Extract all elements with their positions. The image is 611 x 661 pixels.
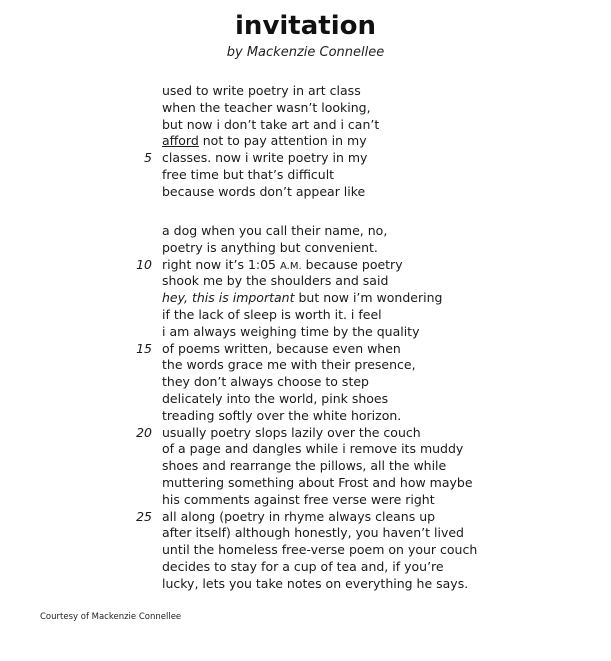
poem-line [0,290,611,307]
line-text [162,133,367,150]
line-segment: used to write poetry in art class [162,83,361,98]
line-segment: shoes and rearrange the pillows, all the while [162,458,447,474]
line-text [162,408,401,425]
line-number: 20 [136,424,152,440]
poem-line [0,391,611,408]
line-segment: but now i don’t take art and i can’t [162,116,380,132]
line-number: 25 [136,508,152,524]
poem-line [0,133,611,150]
poem-line [0,223,611,240]
line-segment: when the teacher wasn’t looking, [162,99,371,115]
poem-line [0,117,611,134]
line-text [162,273,388,290]
poem-line [0,307,611,324]
line-segment: A.M. [280,260,302,272]
poem-line [0,509,611,526]
poem-line [0,357,611,374]
line-segment: shook me by the shoulders and said [162,273,389,289]
line-text [162,290,442,307]
line-segment: his comments against free verse were right [162,491,435,507]
line-text [162,475,473,492]
line-segment: classes. now i write poetry in my [162,150,368,166]
line-text [162,425,421,442]
line-text [162,542,477,559]
line-segment: right now it’s 1:05 [162,256,280,272]
line-text [162,441,463,458]
line-text [162,559,444,576]
line-segment: free time but that’s difficult [162,166,335,182]
poem-line [0,576,611,593]
line-text [162,83,361,100]
line-segment: because poetry [301,256,403,272]
line-text [162,357,416,374]
line-text [162,100,371,117]
line-text [162,184,365,201]
line-segment: not to pay attention in my [198,133,367,149]
stanza-1 [0,83,611,201]
line-text [162,341,401,358]
line-text [162,576,468,593]
poem-line [0,324,611,341]
line-segment: decides to stay for a cup of tea and, if you’re [162,558,444,574]
poem-line [0,441,611,458]
line-text [162,391,388,408]
line-segment: the words grace me with their presence, [162,357,416,373]
poem-line [0,184,611,201]
line-segment: of a page and dangles while i remove its muddy [162,441,464,457]
line-segment: treading softly over the white horizon. [162,407,402,423]
line-segment: i am always weighing time by the quality [162,323,420,339]
line-segment: they don’t always choose to step [162,374,369,390]
credit-line: Courtesy of Mackenzie Connellee [40,612,182,622]
poem-line [0,492,611,509]
line-segment: hey, this is important [162,290,295,306]
line-segment: all along (poetry in rhyme always cleans up [162,508,436,524]
line-segment: after itself) although honestly, you haven’t lived [162,525,464,541]
line-segment: until the homeless free-verse poem on your couch [162,542,478,558]
poem-line [0,257,611,274]
line-segment: afford [162,133,199,149]
line-number: 5 [144,150,152,166]
poem-line [0,408,611,425]
line-text [162,509,435,526]
line-text [162,324,419,341]
line-segment: but now i’m wondering [294,290,443,306]
line-segment: poetry is anything but convenient. [162,239,378,255]
line-number: 15 [136,340,152,356]
line-segment: a dog when you call their name, no, [162,223,388,238]
poem-line [0,425,611,442]
line-segment: usually poetry slops lazily over the couch [162,424,421,440]
poem-line [0,240,611,257]
poem-title: invitation [235,11,376,41]
poem-line [0,525,611,542]
poem-line [0,542,611,559]
line-segment: because words don’t appear like [162,183,366,199]
line-text [162,167,334,184]
poem-byline: by Mackenzie Connellee [226,45,385,60]
poem-line [0,475,611,492]
line-text [162,117,379,134]
poem-line [0,150,611,167]
line-text [162,374,369,391]
line-text [162,150,367,167]
poem-line [0,100,611,117]
line-segment: if the lack of sleep is worth it. i feel [162,306,382,322]
poem-line [0,273,611,290]
line-segment: delicately into the world, pink shoes [162,390,389,406]
poem-line [0,341,611,358]
poem-line [0,374,611,391]
poem-line [0,458,611,475]
line-segment: muttering something about Frost and how maybe [162,474,473,490]
line-number: 10 [136,256,152,272]
stanza-2 [0,223,611,593]
poem-line [0,559,611,576]
poem-line [0,83,611,100]
line-text [162,458,446,475]
line-text [162,307,382,324]
line-text [162,223,387,240]
line-text [162,240,378,257]
line-text [162,525,464,542]
line-text [162,492,435,509]
line-segment: of poems written, because even when [162,340,401,356]
line-segment: lucky, lets you take notes on everything he says. [162,575,469,591]
poem-line [0,167,611,184]
